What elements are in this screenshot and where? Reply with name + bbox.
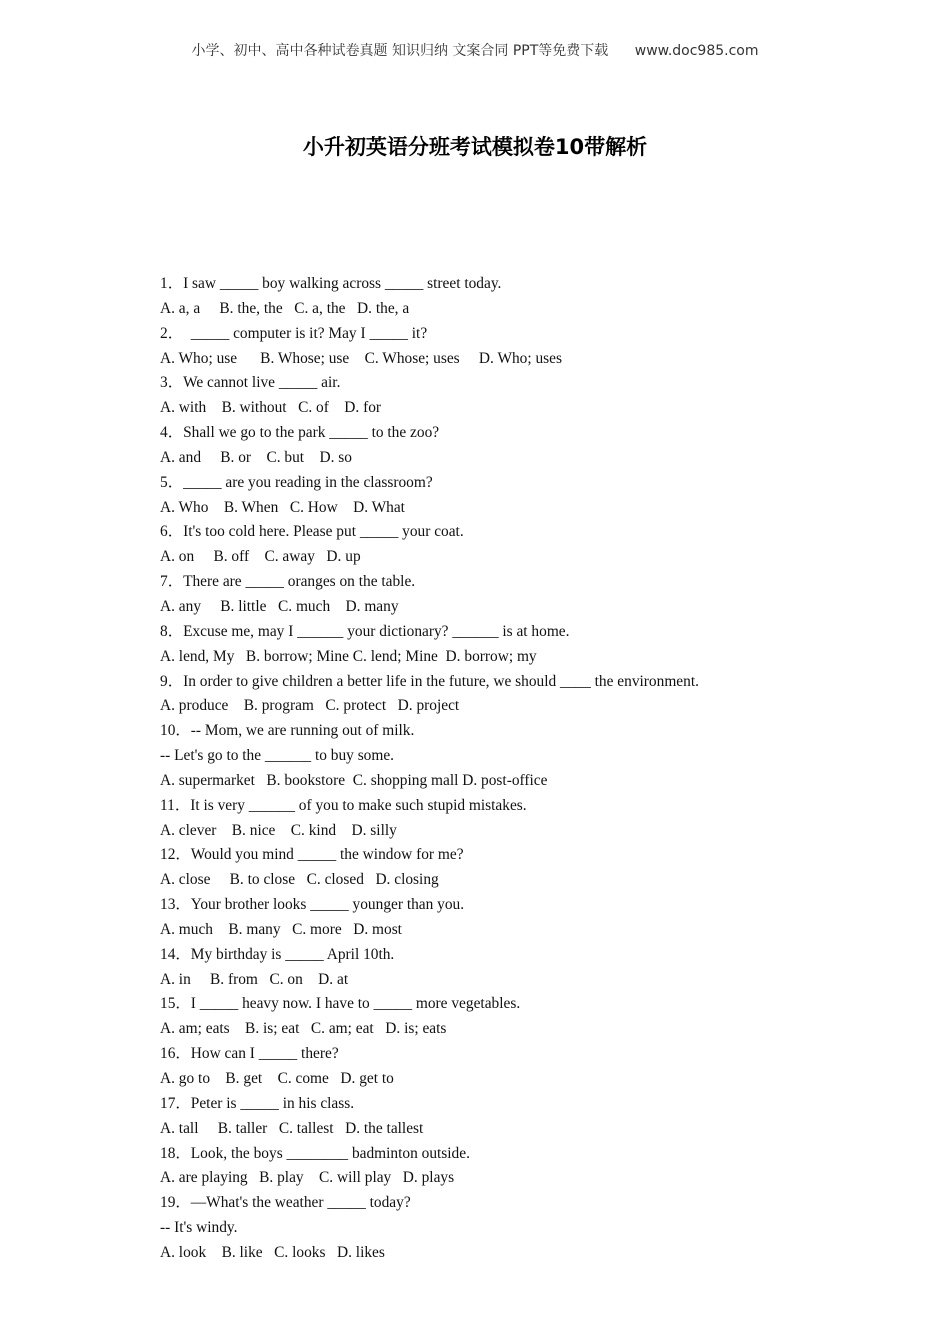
- question-item: [160, 1191, 860, 1266]
- question-options: A. lend, My B. borrow; Mine C. lend; Mine D. borrow; my: [160, 647, 537, 665]
- question-text: -- Let's go to the ______ to buy some.: [160, 747, 395, 765]
- header-text: 小学、初中、高中各种试卷真题 知识归纳 文案合同 PPT等免费下载: [191, 43, 609, 59]
- question-text: 2． _____ computer is it? May I _____ it?: [160, 324, 428, 342]
- question-text: 19．—What's the weather _____ today?: [160, 1194, 411, 1212]
- question-item: [160, 992, 860, 1042]
- question-list: [160, 272, 860, 1266]
- question-options: A. produce B. program C. protect D. project: [160, 697, 460, 715]
- question-text: 9．In order to give children a better life in the future, we should ____ the environment.: [160, 672, 699, 690]
- question-options: A. close B. to close C. closed D. closing: [160, 871, 439, 889]
- question-text: 15．I _____ heavy now. I have to _____ more vegetables.: [160, 995, 521, 1013]
- question-text: -- It's windy.: [160, 1219, 238, 1237]
- question-text: 1．I saw _____ boy walking across _____ street today.: [160, 275, 502, 292]
- question-item: [160, 1042, 860, 1092]
- question-item: [160, 670, 860, 720]
- question-options: A. tall B. taller C. tallest D. the tallest: [160, 1119, 424, 1137]
- question-text: 13．Your brother looks _____ younger than you.: [160, 896, 465, 914]
- question-item: [160, 371, 860, 421]
- question-text: 3．We cannot live _____ air.: [160, 374, 341, 392]
- question-options: A. much B. many C. more D. most: [160, 920, 402, 938]
- question-text: 4．Shall we go to the park _____ to the zoo?: [160, 424, 440, 442]
- header-site-link[interactable]: www.doc985.com: [634, 43, 759, 59]
- question-item: [160, 570, 860, 620]
- question-options: A. and B. or C. but D. so: [160, 448, 352, 466]
- question-text: 5．_____ are you reading in the classroom?: [160, 473, 433, 491]
- question-options: A. Who; use B. Whose; use C. Whose; uses D. Who; uses: [160, 349, 562, 367]
- question-options: A. any B. little C. much D. many: [160, 597, 399, 615]
- page-header: [0, 40, 950, 60]
- question-item: [160, 943, 860, 993]
- question-item: [160, 272, 860, 322]
- question-text: 10．-- Mom, we are running out of milk.: [160, 722, 415, 740]
- question-options: A. go to B. get C. come D. get to: [160, 1070, 394, 1087]
- question-text: 8．Excuse me, may I ______ your dictionary? ______ is at home.: [160, 622, 570, 640]
- question-options: A. clever B. nice C. kind D. silly: [160, 821, 397, 839]
- question-text: 11．It is very ______ of you to make such stupid mistakes.: [160, 796, 527, 814]
- question-text: 12．Would you mind _____ the window for me?: [160, 846, 464, 864]
- question-item: [160, 843, 860, 893]
- question-item: [160, 421, 860, 471]
- question-item: [160, 794, 860, 844]
- question-text: 6．It's too cold here. Please put _____ your coat.: [160, 523, 464, 541]
- question-options: A. on B. off C. away D. up: [160, 548, 361, 566]
- question-item: [160, 719, 860, 794]
- question-options: A. supermarket B. bookstore C. shopping mall D. post-office: [160, 771, 548, 789]
- question-item: [160, 620, 860, 670]
- question-options: A. in B. from C. on D. at: [160, 970, 349, 988]
- question-item: [160, 322, 860, 372]
- question-item: [160, 471, 860, 521]
- question-text: 16．How can I _____ there?: [160, 1045, 339, 1063]
- question-options: A. with B. without C. of D. for: [160, 399, 382, 417]
- question-item: [160, 1142, 860, 1192]
- question-text: 17．Peter is _____ in his class.: [160, 1094, 355, 1112]
- question-text: 7．There are _____ oranges on the table.: [160, 573, 416, 591]
- question-options: A. am; eats B. is; eat C. am; eat D. is; eats: [160, 1020, 447, 1038]
- page-title: 小升初英语分班考试模拟卷10带解析: [302, 135, 648, 159]
- question-item: [160, 520, 860, 570]
- question-text: 14．My birthday is _____ April 10th.: [160, 945, 395, 963]
- question-options: A. are playing B. play C. will play D. plays: [160, 1169, 455, 1187]
- question-options: A. a, a B. the, the C. a, the D. the, a: [160, 299, 410, 317]
- question-options: A. look B. like C. looks D. likes: [160, 1243, 385, 1261]
- question-item: [160, 1092, 860, 1142]
- question-text: 18．Look, the boys ________ badminton outside.: [160, 1144, 470, 1162]
- question-item: [160, 893, 860, 943]
- question-options: A. Who B. When C. How D. What: [160, 498, 405, 516]
